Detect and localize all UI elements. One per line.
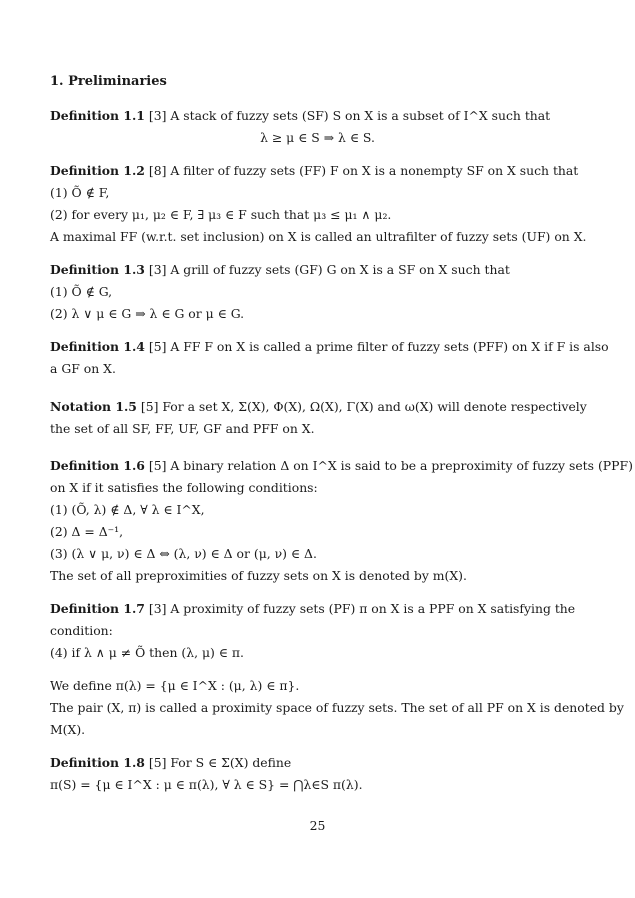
paragraph-line: condition: [50, 623, 113, 638]
notation-text: [5] For a set X, Σ(X), Φ(X), Ω(X), Γ(X) and ω(X) will denote respectively [140, 399, 587, 414]
notation-1-5 [50, 398, 585, 416]
definition-1-6 [50, 457, 633, 475]
paragraph-line: M(X). [50, 722, 86, 737]
formula-line: π(S) = {μ ∈ I^X : μ ∈ π(λ), ∀ λ ∈ S} = ⋂λ∈S π(λ). [50, 777, 363, 792]
definition-text: [5] A FF F on X is called a prime filter of fuzzy sets (PFF) on X if F is also [148, 339, 609, 354]
condition-line: (2) for every μ₁, μ₂ ∈ F, ∃ μ₃ ∈ F such that μ₃ ≤ μ₁ ∧ μ₂. [50, 207, 392, 222]
condition-line: (2) λ ∨ μ ∈ G ⇒ λ ∈ G or μ ∈ G. [50, 306, 245, 321]
definition-heading: Definition 1.7 [50, 601, 145, 616]
definition-1-7 [50, 600, 585, 618]
definition-text: [3] A stack of fuzzy sets (SF) S on X is a subset of I^X such that [148, 108, 551, 123]
definition-heading: Definition 1.6 [50, 458, 145, 473]
paragraph-line: A maximal FF (w.r.t. set inclusion) on X is called an ultrafilter of fuzzy sets (UF) on X. [50, 229, 587, 244]
definition-text: [3] A proximity of fuzzy sets (PF) π on X is a PPF on X satisfying the [148, 601, 576, 616]
paragraph-line: the set of all SF, FF, UF, GF and PFF on X. [50, 421, 315, 436]
condition-line: (4) if λ ∧ μ ≠ Õ then (λ, μ) ∈ π. [50, 645, 244, 660]
definition-heading: Definition 1.1 [50, 108, 145, 123]
definition-1-3 [50, 261, 585, 279]
definition-heading: Definition 1.3 [50, 262, 145, 277]
paragraph-line: The set of all preproximities of fuzzy sets on X is denoted by m(X). [50, 568, 467, 583]
section-title: 1. Preliminaries [50, 74, 167, 89]
condition-line: (2) Δ = Δ⁻¹, [50, 524, 124, 539]
definition-text: [8] A filter of fuzzy sets (FF) F on X is a nonempty SF on X such that [148, 163, 579, 178]
definition-1-4 [50, 338, 609, 356]
condition-line: (1) Õ ∉ G, [50, 284, 113, 299]
paragraph-line: a GF on X. [50, 361, 116, 376]
definition-text: [5] For S ∈ Σ(X) define [148, 755, 292, 770]
definition-heading: Definition 1.8 [50, 755, 145, 770]
page-number: 25 [309, 818, 326, 833]
display-formula: λ ≥ μ ∈ S ⇒ λ ∈ S. [260, 130, 375, 145]
paragraph-line: We define π(λ) = {μ ∈ I^X : (μ, λ) ∈ π}. [50, 678, 300, 693]
condition-line: (1) Õ ∉ F, [50, 185, 110, 200]
condition-line: (1) (Õ, λ) ∉ Δ, ∀ λ ∈ I^X, [50, 502, 205, 517]
definition-heading: Definition 1.4 [50, 339, 145, 354]
paragraph-line: on X if it satisfies the following conditions: [50, 480, 318, 495]
definition-1-8 [50, 754, 585, 772]
definition-1-2 [50, 162, 585, 180]
definition-text: [3] A grill of fuzzy sets (GF) G on X is a SF on X such that [148, 262, 510, 277]
definition-text: [5] A binary relation Δ on I^X is said to be a preproximity of fuzzy sets (PPF) [148, 458, 633, 473]
definition-heading: Definition 1.2 [50, 163, 145, 178]
notation-heading: Notation 1.5 [50, 399, 137, 414]
paragraph-line: The pair (X, π) is called a proximity space of fuzzy sets. The set of all PF on X is denoted by [50, 700, 624, 715]
definition-1-1 [50, 107, 585, 125]
condition-line: (3) (λ ∨ μ, ν) ∈ Δ ⇔ (λ, ν) ∈ Δ or (μ, ν) ∈ Δ. [50, 546, 317, 561]
